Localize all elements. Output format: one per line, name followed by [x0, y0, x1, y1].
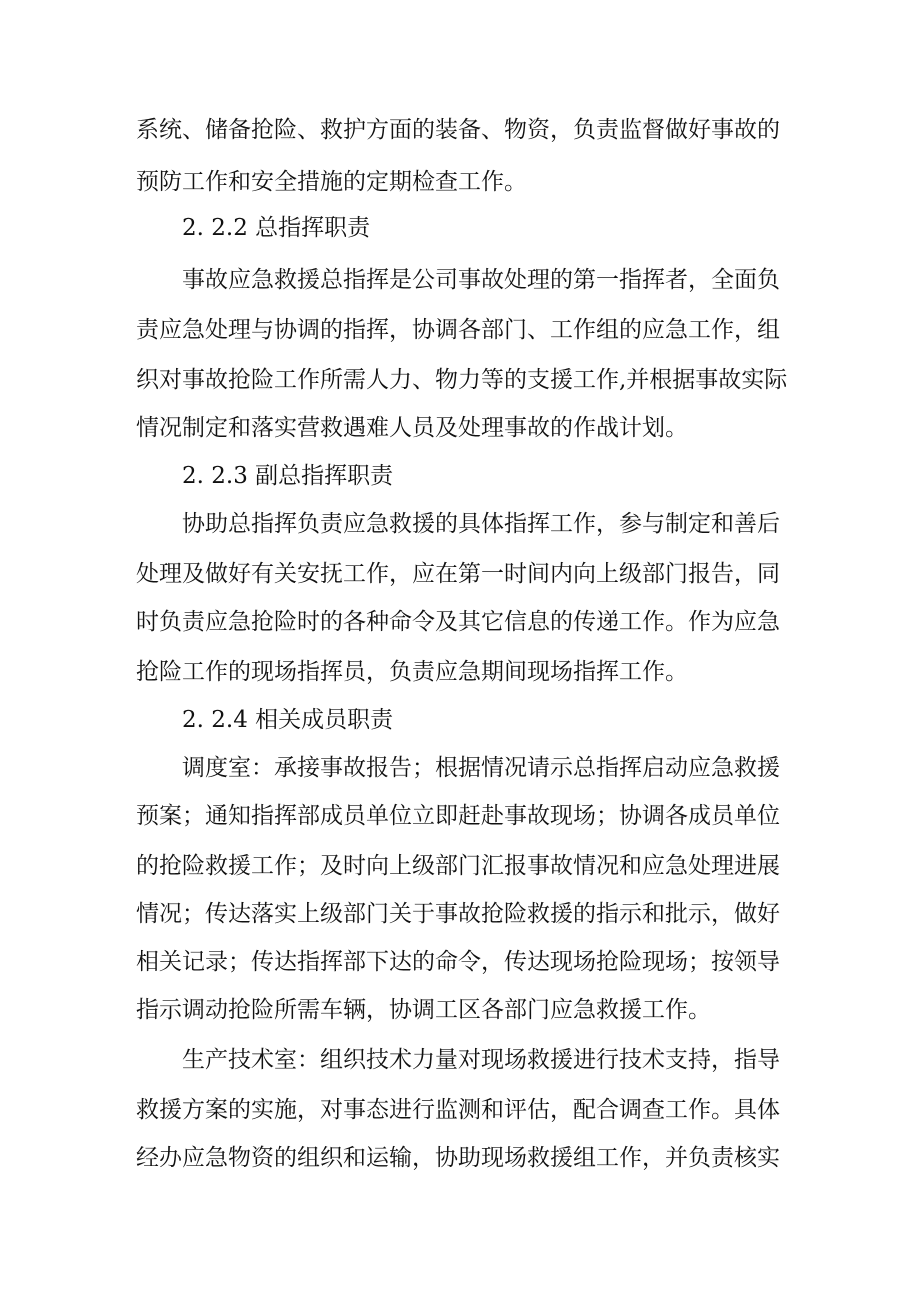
text-line: [0, 944, 920, 980]
paragraph-line: 预案；通知指挥部成员单位立即赶赴事故现场；协调各成员单位: [136, 803, 780, 829]
text-line: [0, 848, 920, 884]
paragraph-line: 事故应急救援总指挥是公司事故处理的第一指挥者，全面负: [182, 267, 780, 293]
section-heading-text: 2. 2.4 相关成员职责: [182, 707, 394, 733]
paragraph-line: 织对事故抢险工作所需人力、物力等的支援工作,并根据事故实际: [136, 367, 788, 393]
text-line: [0, 1140, 920, 1176]
text-line: [0, 556, 920, 592]
paragraph-line: 相关记录；传达指挥部下达的命令，传达现场抢险现场；按领导: [136, 949, 780, 975]
text-line: [0, 604, 920, 640]
text-line: [0, 362, 920, 398]
paragraph-line: 救援方案的实施，对事态进行监测和评估，配合调查工作。具体: [136, 1097, 780, 1123]
section-heading: [0, 458, 920, 494]
text-line: [0, 312, 920, 348]
paragraph-line: 处理及做好有关安抚工作，应在第一时间内向上级部门报告，同: [136, 561, 780, 587]
paragraph-line: 情况制定和落实营救遇难人员及处理事故的作战计划。: [136, 415, 688, 441]
section-heading-text: 2. 2.3 副总指挥职责: [182, 463, 394, 489]
text-line: [0, 992, 920, 1028]
paragraph-line: 预防工作和安全措施的定期检查工作。: [136, 169, 527, 195]
paragraph-line: 系统、储备抢险、救护方面的装备、物资，负责监督做好事故的: [136, 117, 780, 143]
paragraph-line: 责应急处理与协调的指挥，协调各部门、工作组的应急工作，组: [136, 317, 780, 343]
section-heading: [0, 702, 920, 738]
paragraph-line: 调度室：承接事故报告；根据情况请示总指挥启动应急救援: [182, 755, 780, 781]
paragraph-line: 情况；传达落实上级部门关于事故抢险救援的指示和批示，做好: [136, 901, 780, 927]
text-line: [0, 506, 920, 542]
paragraph-line: 抢险工作的现场指挥员，负责应急期间现场指挥工作。: [136, 659, 688, 685]
text-line: [0, 262, 920, 298]
text-line: [0, 410, 920, 446]
paragraph-line: 的抢险救援工作；及时向上级部门汇报事故情况和应急处理进展: [136, 853, 780, 879]
paragraph-line: 时负责应急抢险时的各种命令及其它信息的传递工作。作为应急: [136, 609, 780, 635]
paragraph-line: 经办应急物资的组织和运输，协助现场救援组工作，并负责核实: [136, 1145, 780, 1171]
text-line: [0, 896, 920, 932]
paragraph-line: 指示调动抢险所需车辆，协调工区各部门应急救援工作。: [136, 997, 711, 1023]
section-heading: [0, 210, 920, 246]
text-line: [0, 798, 920, 834]
text-line: [0, 654, 920, 690]
paragraph-line: 生产技术室：组织技术力量对现场救援进行技术支持，指导: [182, 1047, 780, 1073]
paragraph-line: 协助总指挥负责应急救援的具体指挥工作，参与制定和善后: [182, 511, 780, 537]
text-line: [0, 112, 920, 148]
section-heading-text: 2. 2.2 总指挥职责: [182, 215, 371, 241]
text-line: [0, 1092, 920, 1128]
text-line: [0, 750, 920, 786]
text-line: [0, 1042, 920, 1078]
text-line: [0, 164, 920, 200]
